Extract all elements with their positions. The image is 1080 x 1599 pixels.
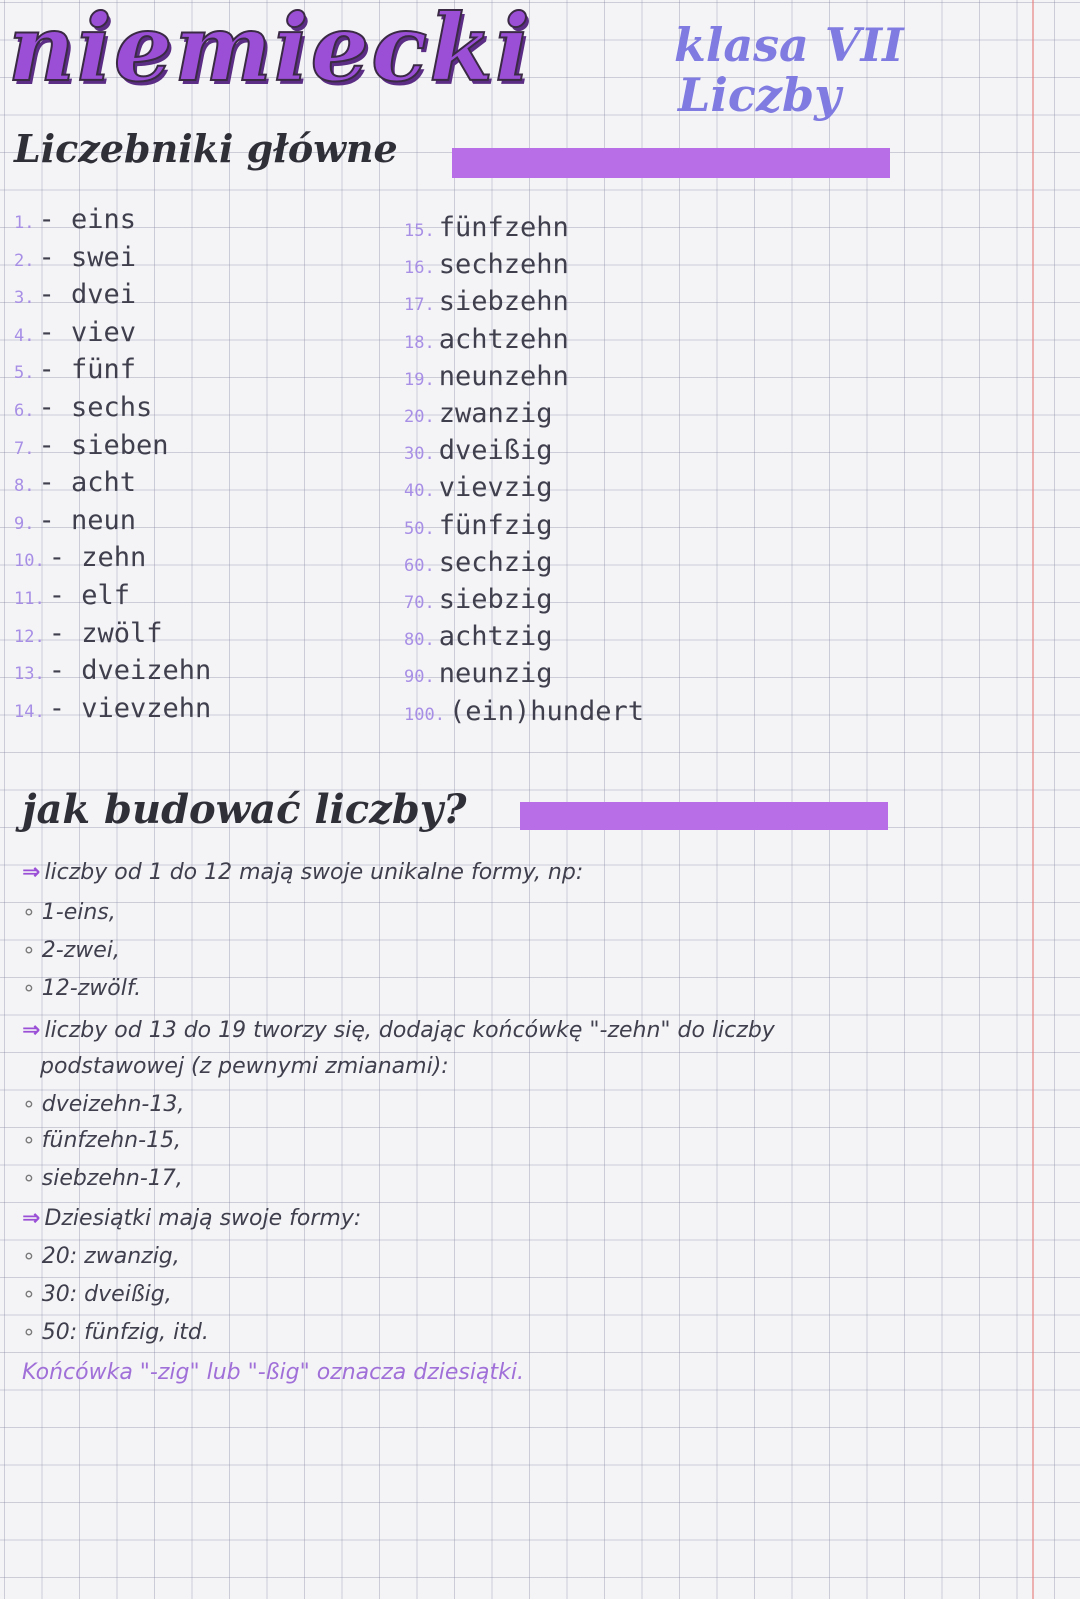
- number-digit: 8.: [14, 476, 35, 497]
- number-digit: 20.: [404, 407, 435, 427]
- number-word: fünfzig: [438, 509, 553, 541]
- number-item: [404, 547, 553, 578]
- number-word: - vievzehn: [48, 692, 212, 724]
- number-word: - elf: [48, 580, 130, 611]
- number-digit: 50.: [404, 518, 435, 539]
- arrow-icon: ⇒: [22, 860, 41, 885]
- number-item: [404, 621, 553, 652]
- number-word: (ein)hundert: [448, 695, 645, 727]
- number-digit: 18.: [404, 332, 435, 353]
- number-digit: 7.: [14, 438, 35, 459]
- list-item: ∘ 12-zwölf.: [22, 976, 142, 1001]
- number-item: [14, 580, 130, 611]
- page-title: niemiecki: [8, 0, 532, 102]
- number-digit: 13.: [14, 664, 45, 685]
- number-digit: 16.: [404, 258, 435, 279]
- list-item: ∘ dveizehn-13,: [22, 1092, 185, 1117]
- number-digit: 19.: [404, 369, 435, 390]
- number-word: achtzehn: [438, 323, 569, 355]
- number-word: - dvei: [38, 279, 137, 311]
- number-item: [14, 242, 136, 273]
- bullet-icon: ∘: [22, 1128, 36, 1153]
- bullet-icon: ∘: [22, 1166, 36, 1191]
- number-digit: 4.: [14, 325, 35, 346]
- number-digit: 10.: [14, 551, 45, 572]
- list-item: ∘ 30: dveißig,: [22, 1282, 172, 1307]
- arrow-icon: ⇒: [22, 1018, 41, 1043]
- number-word: - zwölf: [48, 617, 163, 649]
- bullet-icon: ∘: [22, 1092, 36, 1117]
- number-item: [404, 696, 644, 727]
- number-word: - fünf: [38, 354, 137, 386]
- number-item: [14, 693, 211, 724]
- list-item: ∘ 20: zwanzig,: [22, 1244, 180, 1269]
- number-word: sechzehn: [438, 249, 569, 281]
- number-word: - eins: [38, 204, 137, 235]
- number-item: [14, 542, 146, 573]
- number-digit: 100.: [404, 704, 445, 725]
- number-digit: 17.: [404, 295, 435, 316]
- number-digit: 40.: [404, 481, 435, 502]
- number-item: [14, 655, 211, 686]
- subtitle-topic: Liczby: [678, 68, 841, 122]
- number-item: [404, 361, 569, 392]
- number-item: [14, 467, 136, 498]
- list-item: ∘ 50: fünfzig, itd.: [22, 1320, 209, 1345]
- number-word: - neun: [38, 504, 137, 536]
- number-item: [14, 354, 136, 385]
- number-item: [14, 392, 152, 423]
- number-word: - sechs: [38, 392, 153, 423]
- rule-unique-forms: ⇒ liczby od 1 do 12 mają swoje unikalne formy, np:: [22, 860, 584, 885]
- number-word: siebzehn: [438, 286, 569, 318]
- number-word: vievzig: [438, 472, 553, 504]
- number-word: fünfzehn: [438, 212, 569, 243]
- subtitle-class: klasa VII: [674, 18, 904, 72]
- list-item: ∘ 2-zwei,: [22, 938, 120, 963]
- number-digit: 1.: [14, 213, 35, 233]
- number-word: - zehn: [48, 542, 147, 574]
- bullet-icon: ∘: [22, 1320, 36, 1345]
- number-item: [404, 398, 553, 429]
- section-heading-build-numbers: jak budować liczby?: [22, 786, 467, 833]
- number-word: - swei: [38, 241, 137, 273]
- number-item: [404, 435, 553, 466]
- section-heading-cardinal-numbers: Liczebniki główne: [14, 126, 398, 171]
- rule-teens-continued: podstawowej (z pewnymi zmianami):: [40, 1054, 449, 1079]
- number-item: [404, 510, 553, 541]
- number-item: [404, 472, 553, 503]
- number-digit: 2.: [14, 250, 35, 271]
- number-word: achtzig: [438, 621, 553, 653]
- bullet-icon: ∘: [22, 1244, 36, 1269]
- page-margin-line: [1032, 0, 1034, 1599]
- number-word: - sieben: [38, 429, 169, 461]
- number-digit: 6.: [14, 401, 35, 421]
- number-item: [14, 430, 169, 461]
- number-item: [14, 317, 136, 348]
- highlight-bar: [520, 802, 888, 830]
- number-item: [14, 279, 136, 310]
- rule-teens: ⇒ liczby od 13 do 19 tworzy się, dodając końcówkę "-zehn" do liczby: [22, 1018, 775, 1043]
- list-item: ∘ siebzehn-17,: [22, 1166, 183, 1191]
- bullet-icon: ∘: [22, 1282, 36, 1307]
- number-item: [404, 324, 569, 355]
- number-digit: 30.: [404, 444, 435, 465]
- number-digit: 15.: [404, 221, 435, 241]
- list-item: ∘ fünfzehn-15,: [22, 1128, 182, 1153]
- number-digit: 14.: [14, 701, 45, 722]
- number-digit: 3.: [14, 288, 35, 309]
- bullet-icon: ∘: [22, 900, 36, 925]
- number-item: [404, 249, 569, 280]
- number-digit: 60.: [404, 555, 435, 576]
- number-word: - acht: [38, 467, 137, 499]
- number-item: [14, 505, 136, 536]
- number-digit: 70.: [404, 593, 435, 613]
- number-word: - dveizehn: [48, 655, 212, 687]
- number-item: [404, 658, 553, 689]
- number-digit: 12.: [14, 626, 45, 647]
- number-word: neunzig: [438, 658, 553, 690]
- number-digit: 90.: [404, 667, 435, 688]
- bullet-icon: ∘: [22, 938, 36, 963]
- rule-tens: ⇒ Dziesiątki mają swoje formy:: [22, 1206, 362, 1231]
- number-word: sechzig: [438, 546, 553, 578]
- highlight-bar: [452, 148, 890, 178]
- number-word: zwanzig: [438, 398, 553, 429]
- number-digit: 80.: [404, 630, 435, 651]
- number-item: [404, 286, 569, 317]
- number-item: [14, 618, 163, 649]
- number-item: [14, 204, 136, 235]
- number-word: neunzehn: [438, 360, 569, 392]
- number-item: [404, 584, 553, 615]
- number-word: dveißig: [438, 435, 553, 467]
- list-item: ∘ 1-eins,: [22, 900, 116, 925]
- arrow-icon: ⇒: [22, 1206, 41, 1231]
- number-word: - viev: [38, 316, 137, 348]
- number-item: [404, 212, 569, 243]
- bullet-icon: ∘: [22, 976, 36, 1001]
- number-digit: 9.: [14, 513, 35, 534]
- number-digit: 11.: [14, 589, 45, 609]
- note-tens-ending: Końcówka "-zig" lub "-ßig" oznacza dziesiątki.: [22, 1360, 524, 1385]
- number-word: siebzig: [438, 584, 553, 615]
- number-digit: 5.: [14, 363, 35, 384]
